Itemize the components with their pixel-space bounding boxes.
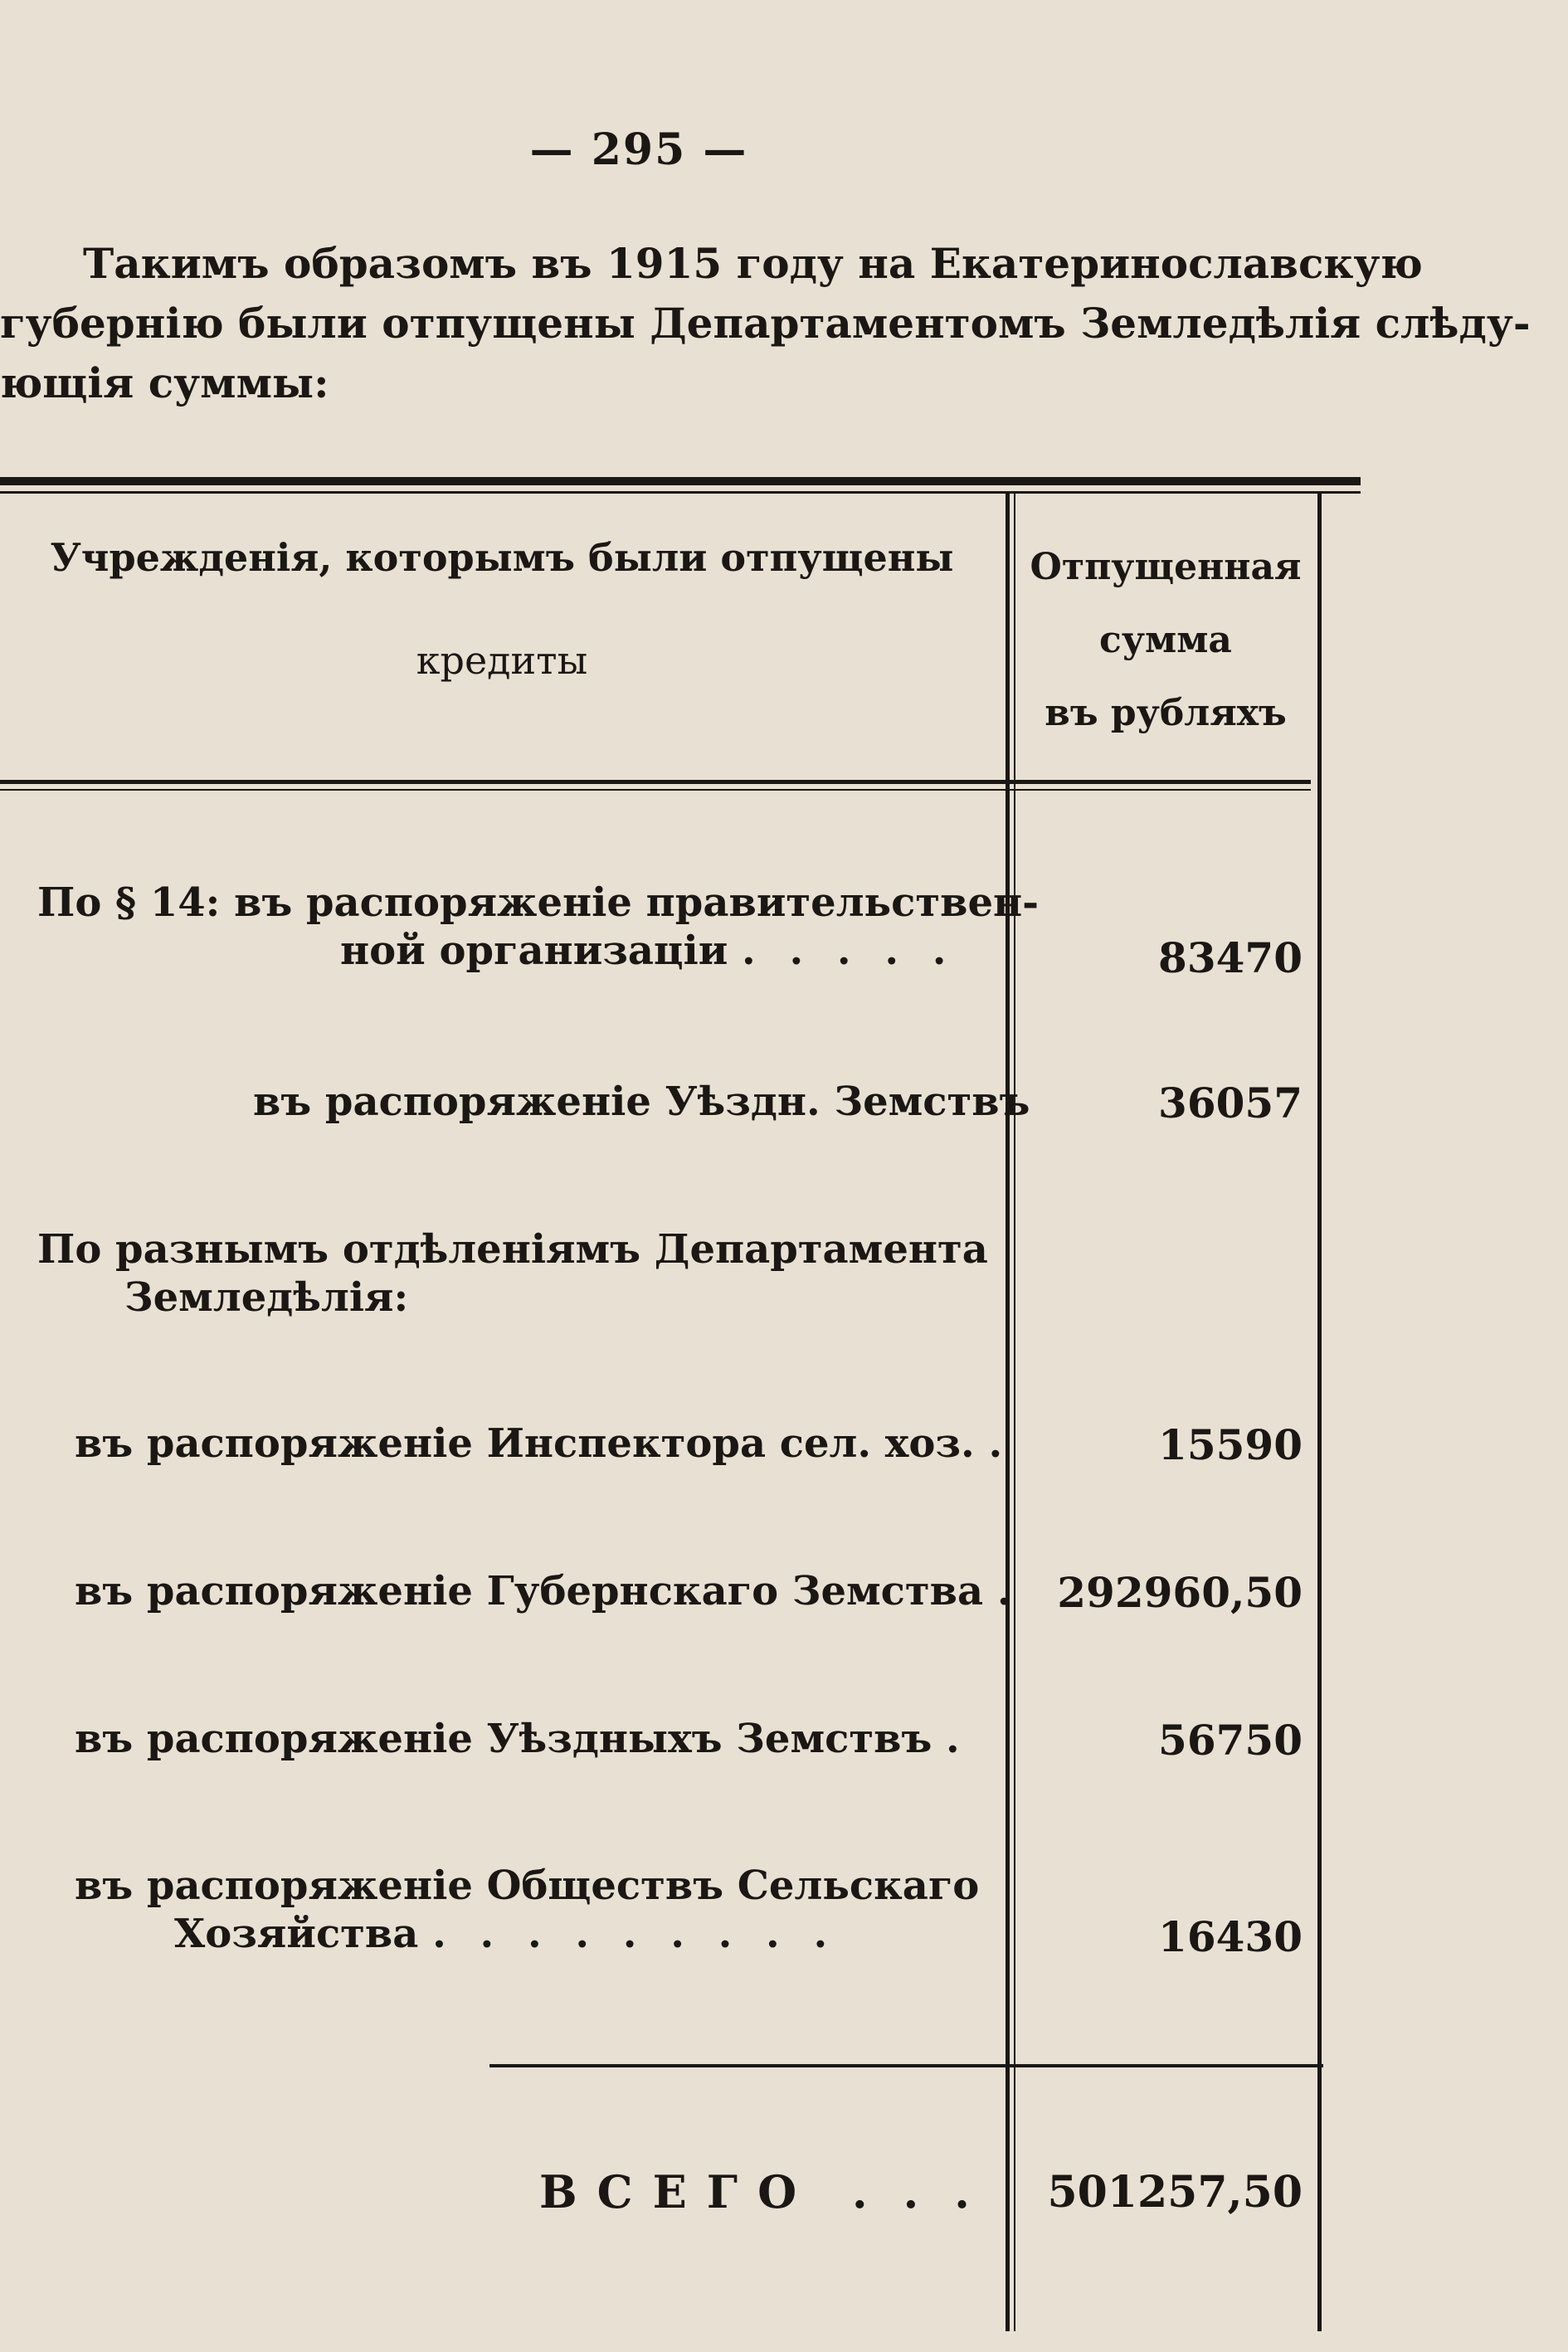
row-amount: 16430 [1158,1912,1303,1961]
intro-line-1: Такимъ образомъ въ 1915 году на Екатеринославскую [83,239,1423,288]
header-right-line-3: въ рубляхъ [1045,692,1287,734]
row-label-line-1 [75,1568,1021,1614]
leader-dots: . . . . . . . . . [432,1911,838,1957]
row-label-line-1 [75,1716,970,1762]
row-label-line-1: въ распоряженіе Обществъ Сельскаго [75,1863,980,1909]
table-right-border [1317,494,1322,2331]
total-label [539,2165,980,2218]
row-amount: 36057 [1158,1079,1303,1127]
intro-line-2: губернію были отпущены Департаментомъ Земледѣлія слѣду- [0,299,1531,348]
table-top-rule-thin [0,491,1361,494]
total-rule [489,2064,1323,2067]
column-divider [1006,494,1010,2331]
leader-dots: . [988,1420,1013,1467]
row-label-text: ной организаціи [340,928,728,974]
total-leader-dots: . . . [851,2165,980,2218]
row-amount: 83470 [1158,933,1303,982]
row-label-line-2 [174,1911,837,1957]
page-number: — 295 — [529,124,748,175]
row-amount: 292960,50 [1057,1568,1303,1617]
row-amount: 15590 [1158,1420,1303,1469]
header-left-line-2: кредиты [416,638,588,683]
header-bottom-rule [0,780,1311,784]
row-label-text: въ распоряженіе Уѣздныхъ Земствъ [75,1716,933,1762]
intro-line-3: ющія суммы: [0,358,329,407]
total-label-text: ВСЕГО [539,2165,817,2218]
total-amount: 501257,50 [1047,2167,1303,2218]
header-left-line-1: Учрежденія, которымъ были отпущены [50,535,954,580]
leader-dots: . [946,1716,970,1762]
row-label-line-2 [340,928,956,974]
row-amount: 56750 [1158,1716,1303,1765]
row-label-text: Хозяйства [174,1911,419,1957]
column-header-institutions [0,531,1004,687]
row-label-line-1: По разнымъ отдѣленіямъ Департамента [37,1226,988,1273]
leader-dots: . . . . . [742,928,957,974]
leader-dots: . [996,1568,1021,1614]
header-right-line-1: Отпущенная [1030,546,1302,588]
table-top-rule [0,477,1361,485]
row-label-text: въ распоряженіе Инспектора сел. хоз. [75,1420,975,1467]
intro-paragraph [0,234,1531,413]
column-header-amount [1016,531,1315,750]
header-bottom-rule-thin [0,789,1311,791]
row-label-line-2: Земледѣлія: [124,1274,409,1321]
row-label-line-1: По § 14: въ распоряженіе правительствен- [37,879,1040,926]
header-right-line-2: сумма [1099,619,1232,661]
row-label-line-1 [75,1420,1012,1467]
row-label-line-1: въ распоряженіе Уѣздн. Земствъ [253,1079,1030,1125]
row-label-text: въ распоряженіе Губернскаго Земства [75,1568,984,1614]
column-divider-thin [1014,494,1015,2331]
